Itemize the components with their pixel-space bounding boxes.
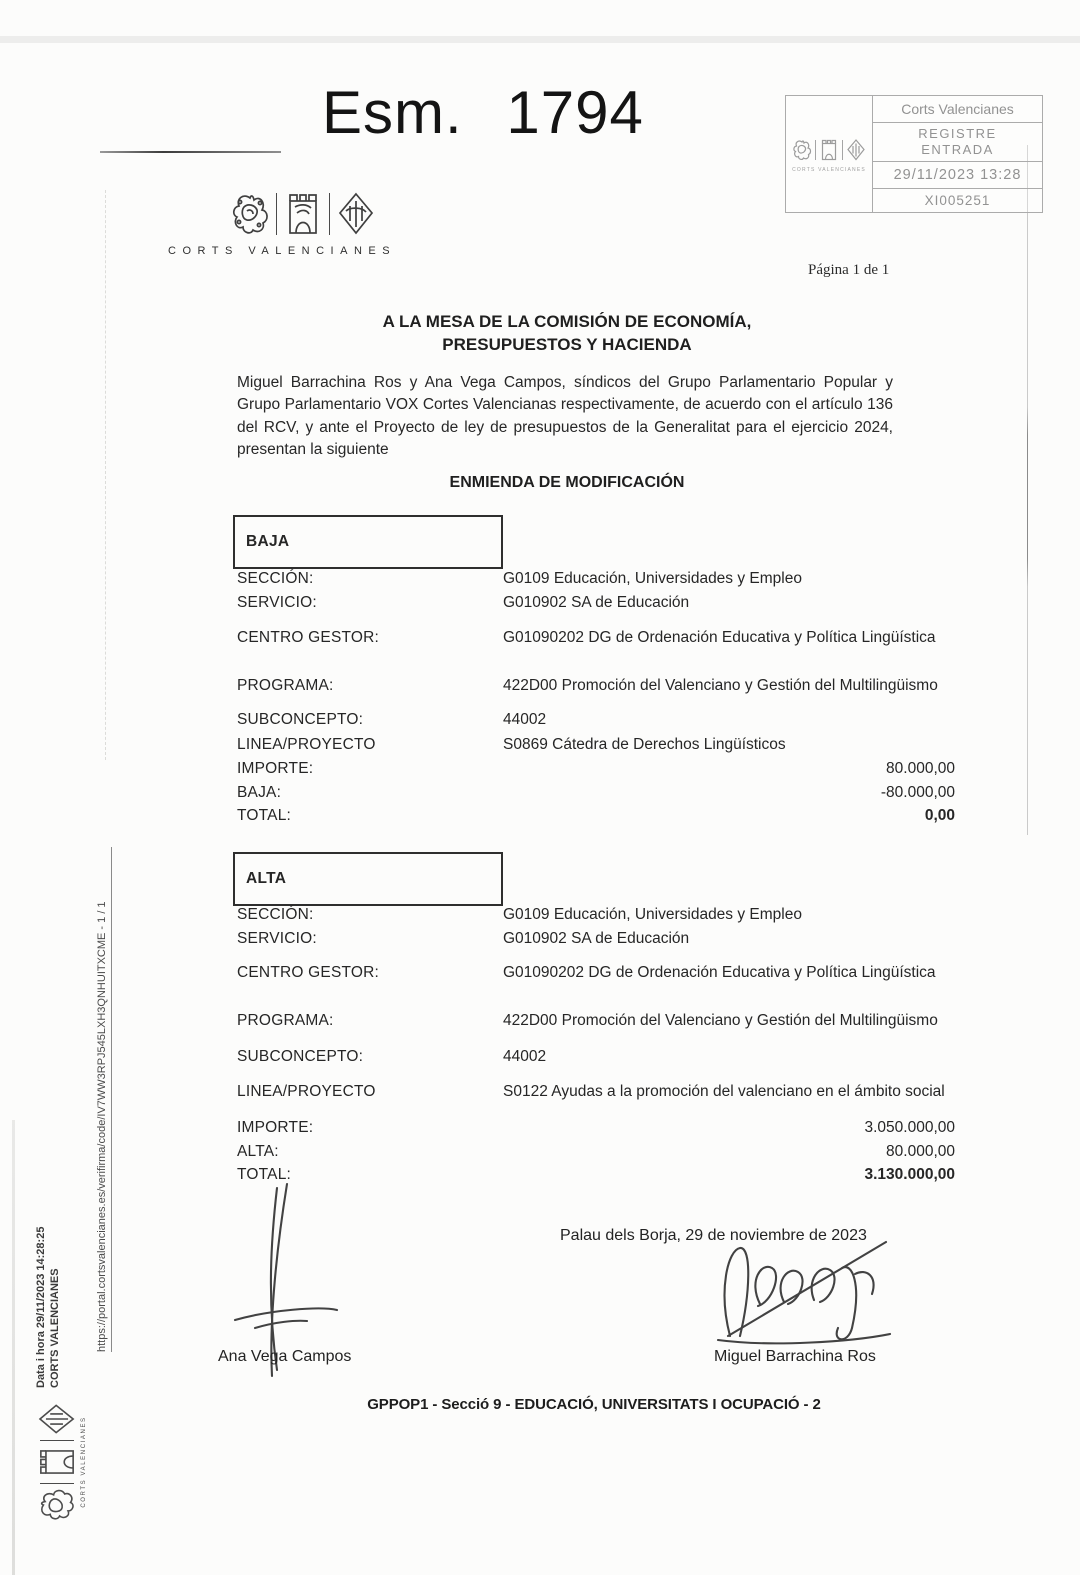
stamp-logo-emblems — [792, 135, 866, 165]
stamp-logo — [786, 96, 873, 212]
field-row — [0, 1012, 1080, 1032]
sidebar-org-line: CORTS VALENCIANES — [49, 1268, 61, 1388]
stamp-datetime: 29/11/2023 13:28 — [873, 162, 1042, 189]
emblem-castle-icon — [283, 191, 323, 237]
amendment-type-title: ENMIENDA DE MODIFICACIÓN — [449, 474, 685, 491]
baja-box-label: BAJA — [246, 533, 290, 550]
sidebar-logo-emblems — [34, 1392, 80, 1532]
field-row — [0, 736, 1080, 756]
field-label: SECCIÓN: — [237, 906, 314, 923]
stamp-logo-caption: CORTS VALENCIANES — [792, 167, 866, 173]
emblem-shield-icon — [37, 1402, 77, 1436]
amount-label: BAJA: — [237, 784, 282, 801]
field-label: SERVICIO: — [237, 594, 317, 611]
amount-label: IMPORTE: — [237, 1119, 314, 1136]
field-value: 44002 — [503, 711, 547, 728]
stamp-entrada: ENTRADA — [921, 142, 994, 157]
amount-row-total — [0, 807, 1080, 827]
footer-section-line: GPPOP1 - Secció 9 - EDUCACIÓ, UNIVERSITATS I OCUPACIÓ - 2 — [367, 1396, 821, 1413]
field-label: PROGRAMA: — [237, 677, 334, 694]
sidebar-logo-separator — [40, 1483, 74, 1484]
amount-label: IMPORTE: — [237, 760, 314, 777]
place-date-line: Palau dels Borja, 29 de noviembre de 2023 — [560, 1227, 867, 1244]
field-value: G0109 Educación, Universidades y Empleo — [503, 570, 802, 587]
stamp-org: Corts Valencianes — [873, 96, 1042, 123]
field-row — [0, 906, 1080, 926]
intro-paragraph: Miguel Barrachina Ros y Ana Vega Campos, síndicos del Grupo Parlamentario Popular y Grupo Parlamentario VOX Cortes Valencianas respectivamente, de acuerdo con el artículo 136 del RCV, y ante el Proyecto de ley de presupuestos de la Generalitat para el ejercicio 2024, presentan la siguiente — [237, 374, 893, 459]
amount-label: TOTAL: — [237, 1166, 292, 1183]
emblem-castle-icon — [37, 1445, 77, 1479]
amount-value: -80.000,00 — [880, 784, 955, 801]
amount-row — [0, 784, 1080, 804]
emblem-castle-icon — [819, 138, 839, 162]
amount-label: ALTA: — [237, 1143, 279, 1160]
field-value: G010902 SA de Educación — [503, 930, 690, 947]
field-label: LINEA/PROYECTO — [237, 736, 376, 753]
field-row — [0, 711, 1080, 731]
sidebar-logo-caption: CORTS VALENCIANES — [81, 1416, 87, 1508]
field-row — [0, 570, 1080, 590]
emblem-floral-icon — [37, 1488, 77, 1522]
signer-name-right: Miguel Barrachina Ros — [714, 1348, 876, 1365]
corts-valencianes-logo — [213, 188, 393, 240]
field-label: LINEA/PROYECTO — [237, 1083, 376, 1100]
field-value: G010902 SA de Educación — [503, 594, 690, 611]
signer-name-left: Ana Vega Campos — [218, 1348, 352, 1365]
field-label: SECCIÓN: — [237, 570, 314, 587]
sidebar-verification-url: https://portal.cortsvalencianes.es/verifirma/code/IV7WW3RPJ545LXH3QNHUITXCME - 1 / 1 — [96, 847, 112, 1352]
field-label: CENTRO GESTOR: — [237, 629, 380, 646]
scan-edge-shadow — [12, 1120, 15, 1575]
header-rule — [100, 151, 281, 153]
scan-vertical-line-artifact — [1027, 145, 1028, 835]
alta-box — [233, 852, 503, 906]
field-label: SERVICIO: — [237, 930, 317, 947]
field-row — [0, 930, 1080, 950]
amount-row — [0, 1119, 1080, 1139]
amount-value: 80.000,00 — [886, 1143, 955, 1160]
field-value: 44002 — [503, 1048, 547, 1065]
field-value: 422D00 Promoción del Valenciano y Gestión del Multilingüismo — [503, 1012, 938, 1029]
field-label: CENTRO GESTOR: — [237, 964, 380, 981]
signature-miguel-barrachina-ros — [700, 1232, 910, 1352]
field-value: G01090202 DG de Ordenación Educativa y Política Lingüística — [503, 629, 936, 646]
field-label: PROGRAMA: — [237, 1012, 334, 1029]
field-label: SUBCONCEPTO: — [237, 1048, 364, 1065]
field-row — [0, 964, 1080, 984]
field-value: G0109 Educación, Universidades y Empleo — [503, 906, 802, 923]
logo-caption: CORTS VALENCIANES — [168, 245, 397, 257]
page-indicator: Página 1 de 1 — [808, 262, 890, 278]
field-row — [0, 629, 1080, 649]
heading-line2: PRESUPUESTOS Y HACIENDA — [442, 335, 692, 354]
amendment-number: Esm. 1794 — [322, 79, 644, 146]
amount-value: 0,00 — [924, 807, 955, 824]
field-value: S0869 Cátedra de Derechos Lingüísticos — [503, 736, 786, 753]
logo-separator — [276, 193, 277, 235]
scan-band-artifact — [0, 36, 1080, 43]
field-row — [0, 1048, 1080, 1068]
registry-stamp — [785, 95, 1043, 213]
amount-label: TOTAL: — [237, 807, 292, 824]
stamp-fields — [873, 96, 1042, 212]
emblem-shield-icon — [846, 138, 866, 162]
amount-row — [0, 1143, 1080, 1163]
scan-margin-dotted-line — [105, 190, 106, 760]
field-label: SUBCONCEPTO: — [237, 711, 364, 728]
amount-row — [0, 760, 1080, 780]
amount-value: 80.000,00 — [886, 760, 955, 777]
sidebar-date-line: Data i hora 29/11/2023 14:28:25 — [35, 1226, 47, 1388]
stamp-registre: REGISTRE — [918, 126, 997, 141]
amount-value: 3.130.000,00 — [864, 1166, 955, 1183]
stamp-logo-separator — [842, 140, 843, 160]
amount-row-total — [0, 1166, 1080, 1186]
field-row — [0, 677, 1080, 697]
sidebar-verification-meta — [34, 1188, 62, 1388]
document-heading — [237, 310, 897, 356]
field-row — [0, 1083, 1080, 1103]
sidebar-logo-separator — [40, 1440, 74, 1441]
field-value: S0122 Ayudas a la promoción del valenciano en el ámbito social — [503, 1083, 945, 1100]
emblem-shield-icon — [336, 191, 376, 237]
stamp-registre-entrada — [873, 123, 1042, 162]
logo-separator — [329, 193, 330, 235]
logo-emblems — [213, 188, 393, 240]
field-row — [0, 594, 1080, 614]
stamp-code: XI005251 — [924, 193, 991, 208]
alta-box-label: ALTA — [246, 870, 287, 887]
emblem-floral-icon — [230, 191, 270, 237]
baja-box — [233, 515, 503, 569]
field-value: G01090202 DG de Ordenación Educativa y Política Lingüística — [503, 964, 936, 981]
stamp-logo-separator — [815, 140, 816, 160]
sidebar-logo — [34, 1392, 87, 1532]
heading-line1: A LA MESA DE LA COMISIÓN DE ECONOMÍA, — [382, 312, 752, 331]
emblem-floral-icon — [792, 138, 812, 162]
field-value: 422D00 Promoción del Valenciano y Gestión del Multilingüismo — [503, 677, 938, 694]
amount-value: 3.050.000,00 — [864, 1119, 955, 1136]
